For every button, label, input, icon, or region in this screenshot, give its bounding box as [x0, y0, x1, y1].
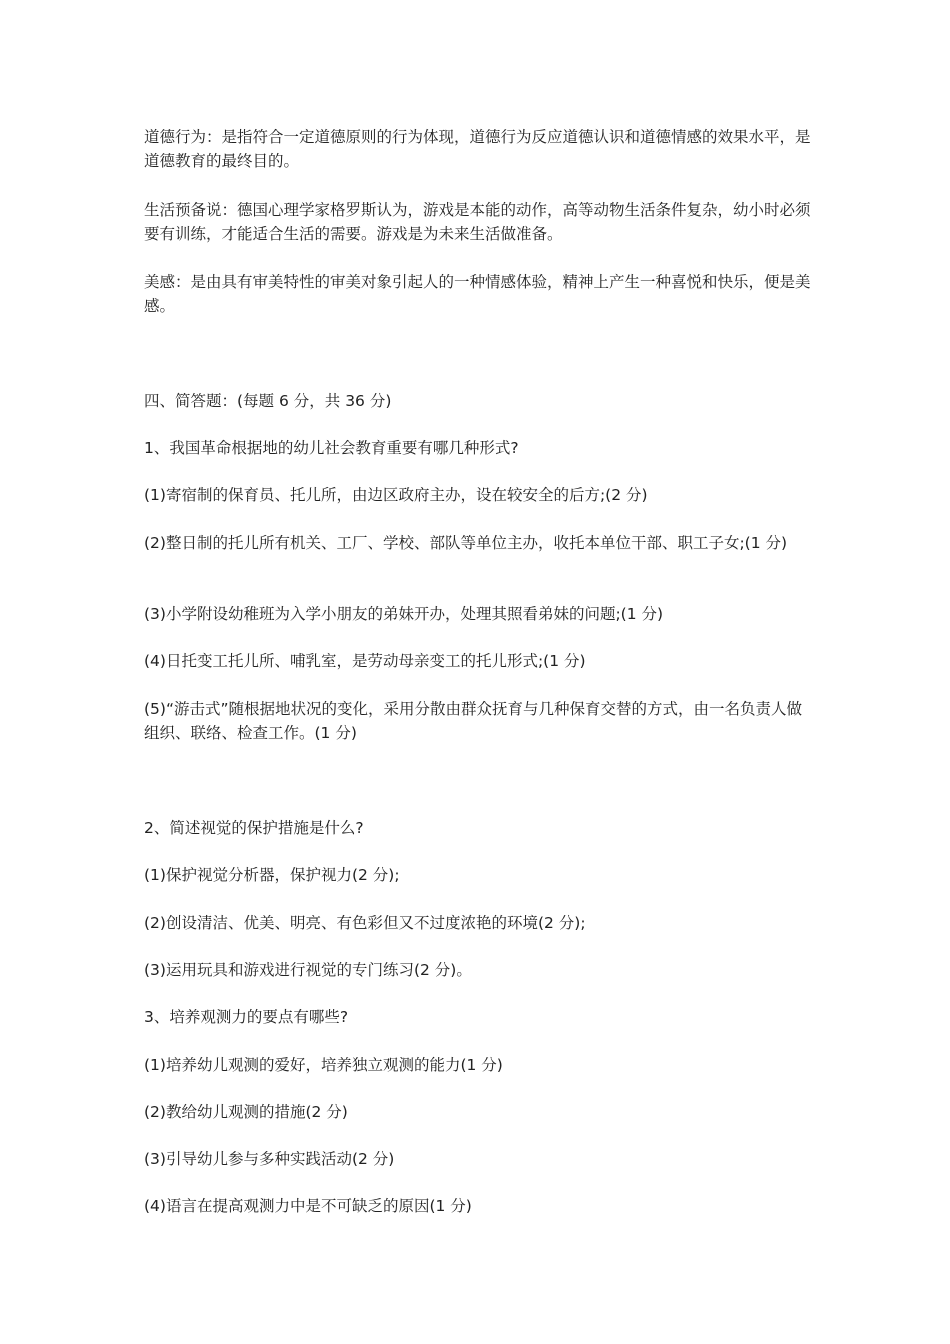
q1-answer-1: (1)寄宿制的保育员、托儿所，由边区政府主办，设在较安全的后方;(2 分)	[144, 486, 648, 504]
q3-answer-1: (1)培养幼儿观测的爱好，培养独立观测的能力(1 分)	[144, 1056, 503, 1074]
q3-answer-2: (2)教给幼儿观测的措施(2 分)	[144, 1103, 348, 1121]
q3-answer-3: (3)引导幼儿参与多种实践活动(2 分)	[144, 1150, 395, 1168]
definition-life-preparation: 生活预备说：德国心理学家格罗斯认为，游戏是本能的动作，高等动物生活条件复杂，幼小时必须要有训练，才能适合生活的需要。游戏是为未来生活做准备。	[144, 201, 811, 243]
q1-answer-2: (2)整日制的托儿所有机关、工厂、学校、部队等单位主办，收托本单位干部、职工子女;(1 分)	[144, 534, 788, 552]
question-2: 2、简述视觉的保护措施是什么?	[144, 819, 364, 837]
definition-moral-behavior: 道德行为：是指符合一定道德原则的行为体现，道德行为反应道德认识和道德情感的效果水平，是道德教育的最终目的。	[144, 128, 811, 170]
q1-answer-5: (5)“游击式”随根据地状况的变化，采用分散由群众抚育与几种保育交替的方式，由一名负责人做组织、联络、检查工作。(1 分)	[144, 700, 803, 742]
section-heading: 四、简答题：(每题 6 分，共 36 分)	[144, 392, 392, 410]
question-1: 1、我国革命根据地的幼儿社会教育重要有哪几种形式?	[144, 439, 519, 457]
definition-aesthetic-feeling: 美感：是由具有审美特性的审美对象引起人的一种情感体验，精神上产生一种喜悦和快乐，便是美感。	[144, 273, 811, 315]
q1-answer-4: (4)日托变工托儿所、哺乳室，是劳动母亲变工的托儿形式;(1 分)	[144, 652, 586, 670]
q2-answer-1: (1)保护视觉分析器，保护视力(2 分);	[144, 866, 400, 884]
question-3: 3、培养观测力的要点有哪些?	[144, 1008, 349, 1026]
q2-answer-3: (3)运用玩具和游戏进行视觉的专门练习(2 分)。	[144, 961, 472, 979]
q3-answer-4: (4)语言在提高观测力中是不可缺乏的原因(1 分)	[144, 1197, 472, 1215]
q1-answer-3: (3)小学附设幼稚班为入学小朋友的弟妹开办，处理其照看弟妹的问题;(1 分)	[144, 605, 664, 623]
q2-answer-2: (2)创设清洁、优美、明亮、有色彩但又不过度浓艳的环境(2 分);	[144, 914, 586, 932]
